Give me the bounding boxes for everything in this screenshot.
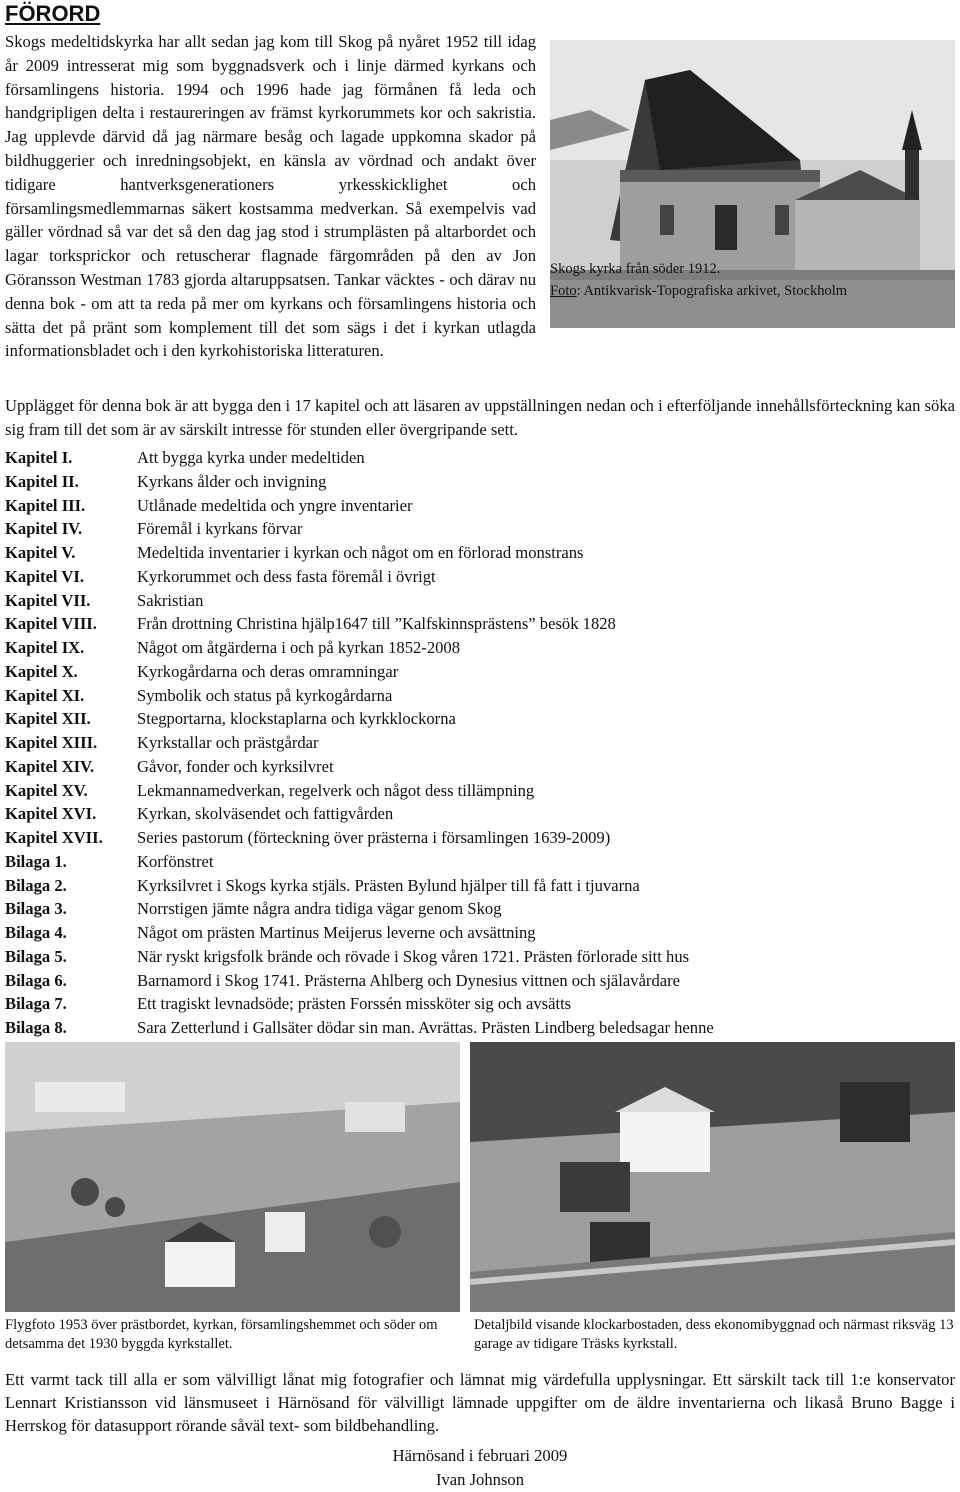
- signature-place-date: Härnösand i februari 2009: [392, 1446, 568, 1465]
- toc-label: Kapitel VIII.: [5, 614, 97, 634]
- toc-title: Symbolik och status på kyrkogårdarna: [137, 685, 393, 705]
- toc-entry: [5, 921, 955, 945]
- toc-entry: [5, 707, 955, 731]
- signature-name: Ivan Johnson: [435, 1470, 525, 1489]
- toc-label: Bilaga 5.: [5, 946, 67, 966]
- toc-label: Kapitel XVI.: [5, 804, 97, 824]
- toc-label: Kapitel V.: [5, 543, 76, 562]
- toc-label: Bilaga 8.: [5, 1018, 67, 1037]
- toc-entry: [5, 731, 955, 755]
- toc-entry: [5, 494, 955, 518]
- toc-title: När ryskt krigsfolk brände och rövade i Skog våren 1721. Prästen förlorade sitt hus: [137, 946, 690, 966]
- toc-entry: [5, 945, 955, 969]
- toc-entry: [5, 1016, 955, 1040]
- toc-title: Gåvor, fonder och kyrksilvret: [137, 756, 334, 776]
- toc-entry: [5, 802, 955, 826]
- toc-entry: [5, 446, 955, 470]
- toc-label: Bilaga 6.: [5, 970, 67, 990]
- toc-title: Sara Zetterlund i Gallsäter dödar sin man. Avrättas. Prästen Lindberg beledsagar henne: [137, 1018, 714, 1037]
- toc-label: Bilaga 2.: [5, 875, 67, 895]
- toc-entry: [5, 660, 955, 684]
- toc-label: Kapitel XV.: [5, 780, 88, 800]
- toc-entry: [5, 897, 955, 921]
- toc-title: Något om prästen Martinus Meijerus leverne och avsättning: [137, 923, 536, 942]
- page-heading: FÖRORD: [5, 1, 101, 26]
- toc-title: Korfönstret: [137, 851, 214, 871]
- toc-entry: [5, 517, 955, 541]
- toc-label: Kapitel XIV.: [5, 756, 95, 776]
- intro-paragraph: [5, 30, 955, 363]
- aerial-photo-svg: [5, 1042, 460, 1312]
- toc-entry: [5, 612, 955, 636]
- toc-label: Kapitel IX.: [5, 638, 85, 657]
- toc-entry: [5, 779, 955, 803]
- toc-title: Föremål i kyrkans förvar: [137, 519, 303, 539]
- toc-title: Lekmannamedverkan, regelverk och något dess tillämpning: [137, 780, 535, 800]
- toc-title: Ett tragiskt levnadsöde; prästen Forssén missköter sig och avsätts: [137, 994, 572, 1014]
- church-photo-caption: [550, 258, 960, 302]
- caption-credit: [550, 280, 960, 302]
- toc-title: Sakristian: [137, 590, 204, 610]
- caption-title: Skogs kyrka från söder 1912.: [550, 261, 721, 277]
- toc-title: Kyrkans ålder och invigning: [137, 471, 327, 491]
- bottom-photos: [5, 1042, 955, 1312]
- toc-label: Kapitel XIII.: [5, 733, 98, 752]
- toc-entry: [5, 826, 955, 850]
- intro-text: Skogs medeltidskyrka har allt sedan jag kom till Skog på nyåret 1952 till idag år 2009 intresserat mig som byggnadsverk och i linje därmed kyrkans och församlingens historia. 1994 och 1996 hade jag förmånen få leda och handgripligen delta i restaureringen av främst kyrkorummets kor och sakristia. Jag upplevde därvid då jag närmare besåg och lagade uppkomna skador på bildhuggerier och inredningsobjekt, en känsla av vördnad och andakt över tidigare hantverksgenerationers yrkesskicklighet och församlingsmedlemmarnas säkert kostsamma medverkan. Så exempelvis vad gäller vördnad så var det så den dag jag stod i strumplästen på altarbordet och lagar torksprickor och retuscherar flagnade färgområden på den av Jon Göransson Westman 1783 gjorda altaruppsatsen. Tankar väcktes - och därav nu denna bok - om att ta reda på mer om kyrkans och församlingens historia och sätta det på pränt som komplement till det som sägs i det i kyrkan utlagda informationsbladet och i den kyrkohistoriska litteraturen.: [5, 32, 536, 361]
- toc-title: Kyrkan, skolväsendet och fattigvården: [137, 804, 394, 824]
- toc-entry: [5, 470, 955, 494]
- thanks-paragraph: Ett varmt tack till alla er som välvilligt lånat mig fotografier och lämnat mig värdefulla upplysningar. Ett särskilt tack till 1:e konservator Lennart Kristiansson vid länsmuseet i Härnösand för välvilligt lämnade uppgifter om de äldre inventarierna och likaså Bruno Bagge i Herrskog för datasupport rörande såväl text- som bildbehandling.: [5, 1370, 955, 1435]
- toc-title: Utlånade medeltida och yngre inventarier: [137, 495, 413, 515]
- toc-entry: [5, 969, 955, 993]
- toc-label: Kapitel VI.: [5, 566, 84, 586]
- toc-title: Medeltida inventarier i kyrkan och något om en förlorad monstrans: [137, 543, 584, 562]
- toc-label: Bilaga 1.: [5, 851, 67, 871]
- toc-title: Stegportarna, klockstaplarna och kyrkklockorna: [137, 709, 456, 729]
- toc-label: Kapitel XVII.: [5, 828, 103, 847]
- toc-entry: [5, 541, 955, 565]
- toc-label: Kapitel X.: [5, 661, 78, 681]
- toc-entry: [5, 755, 955, 779]
- toc-label: Bilaga 7.: [5, 994, 67, 1014]
- toc-title: Kyrkogårdarna och deras omramningar: [137, 661, 399, 681]
- toc-label: Kapitel I.: [5, 448, 73, 467]
- toc-title: Kyrksilvret i Skogs kyrka stjäls. Prästen Bylund hjälper till få fatt i tjuvarna: [137, 875, 640, 895]
- toc-entry: [5, 992, 955, 1016]
- detail-photo-klockarbostaden: [470, 1042, 955, 1312]
- detail-photo-svg: [470, 1042, 955, 1312]
- toc-title: Series pastorum (förteckning över prästerna i församlingen 1639-2009): [137, 828, 611, 847]
- aerial-photo-caption: Flygfoto 1953 över prästbordet, kyrkan, församlingshemmet och söder om detsamma det 1930 byggda kyrkstallet.: [5, 1317, 438, 1352]
- toc-label: Kapitel VII.: [5, 590, 91, 610]
- toc-entry: [5, 589, 955, 613]
- aerial-photo-1953: [5, 1042, 460, 1312]
- detail-photo-caption: Detaljbild visande klockarbostaden, dess ekonomibyggnad och närmast riksväg 13 garage av tidigare Träsks kyrkstall.: [474, 1317, 954, 1352]
- plan-paragraph: Upplägget för denna bok är att bygga den i 17 kapitel och att läsaren av uppställningen nedan och i efterföljande innehållsförteckning kan söka sig fram till det som är av särskilt intresse för stunden eller övergripande sett.: [5, 396, 955, 439]
- toc-label: Kapitel IV.: [5, 519, 83, 539]
- credit-label: Foto: [550, 283, 577, 299]
- toc-entry: [5, 684, 955, 708]
- toc-entry: [5, 874, 955, 898]
- toc-label: Bilaga 4.: [5, 923, 67, 942]
- toc-label: Kapitel III.: [5, 495, 86, 515]
- toc-entry: [5, 565, 955, 589]
- toc-label: Kapitel XI.: [5, 685, 85, 705]
- toc-title: Kyrkstallar och prästgårdar: [137, 733, 319, 752]
- toc-title: Att bygga kyrka under medeltiden: [137, 448, 365, 467]
- table-of-contents: [5, 446, 955, 1040]
- toc-title: Kyrkorummet och dess fasta föremål i övrigt: [137, 566, 436, 586]
- toc-label: Bilaga 3.: [5, 899, 67, 919]
- toc-title: Barnamord i Skog 1741. Prästerna Ahlberg och Dynesius vittnen och själavårdare: [137, 970, 681, 990]
- toc-entry: [5, 636, 955, 660]
- toc-label: Kapitel XII.: [5, 709, 91, 729]
- toc-label: Kapitel II.: [5, 471, 79, 491]
- toc-title: Från drottning Christina hjälp1647 till ”Kalfskinnsprästens” besök 1828: [137, 614, 616, 634]
- toc-title: Norrstigen jämte några andra tidiga vägar genom Skog: [137, 899, 502, 919]
- credit-text: : Antikvarisk-Topografiska arkivet, Stockholm: [576, 283, 848, 299]
- toc-entry: [5, 850, 955, 874]
- toc-title: Något om åtgärderna i och på kyrkan 1852-2008: [137, 638, 461, 657]
